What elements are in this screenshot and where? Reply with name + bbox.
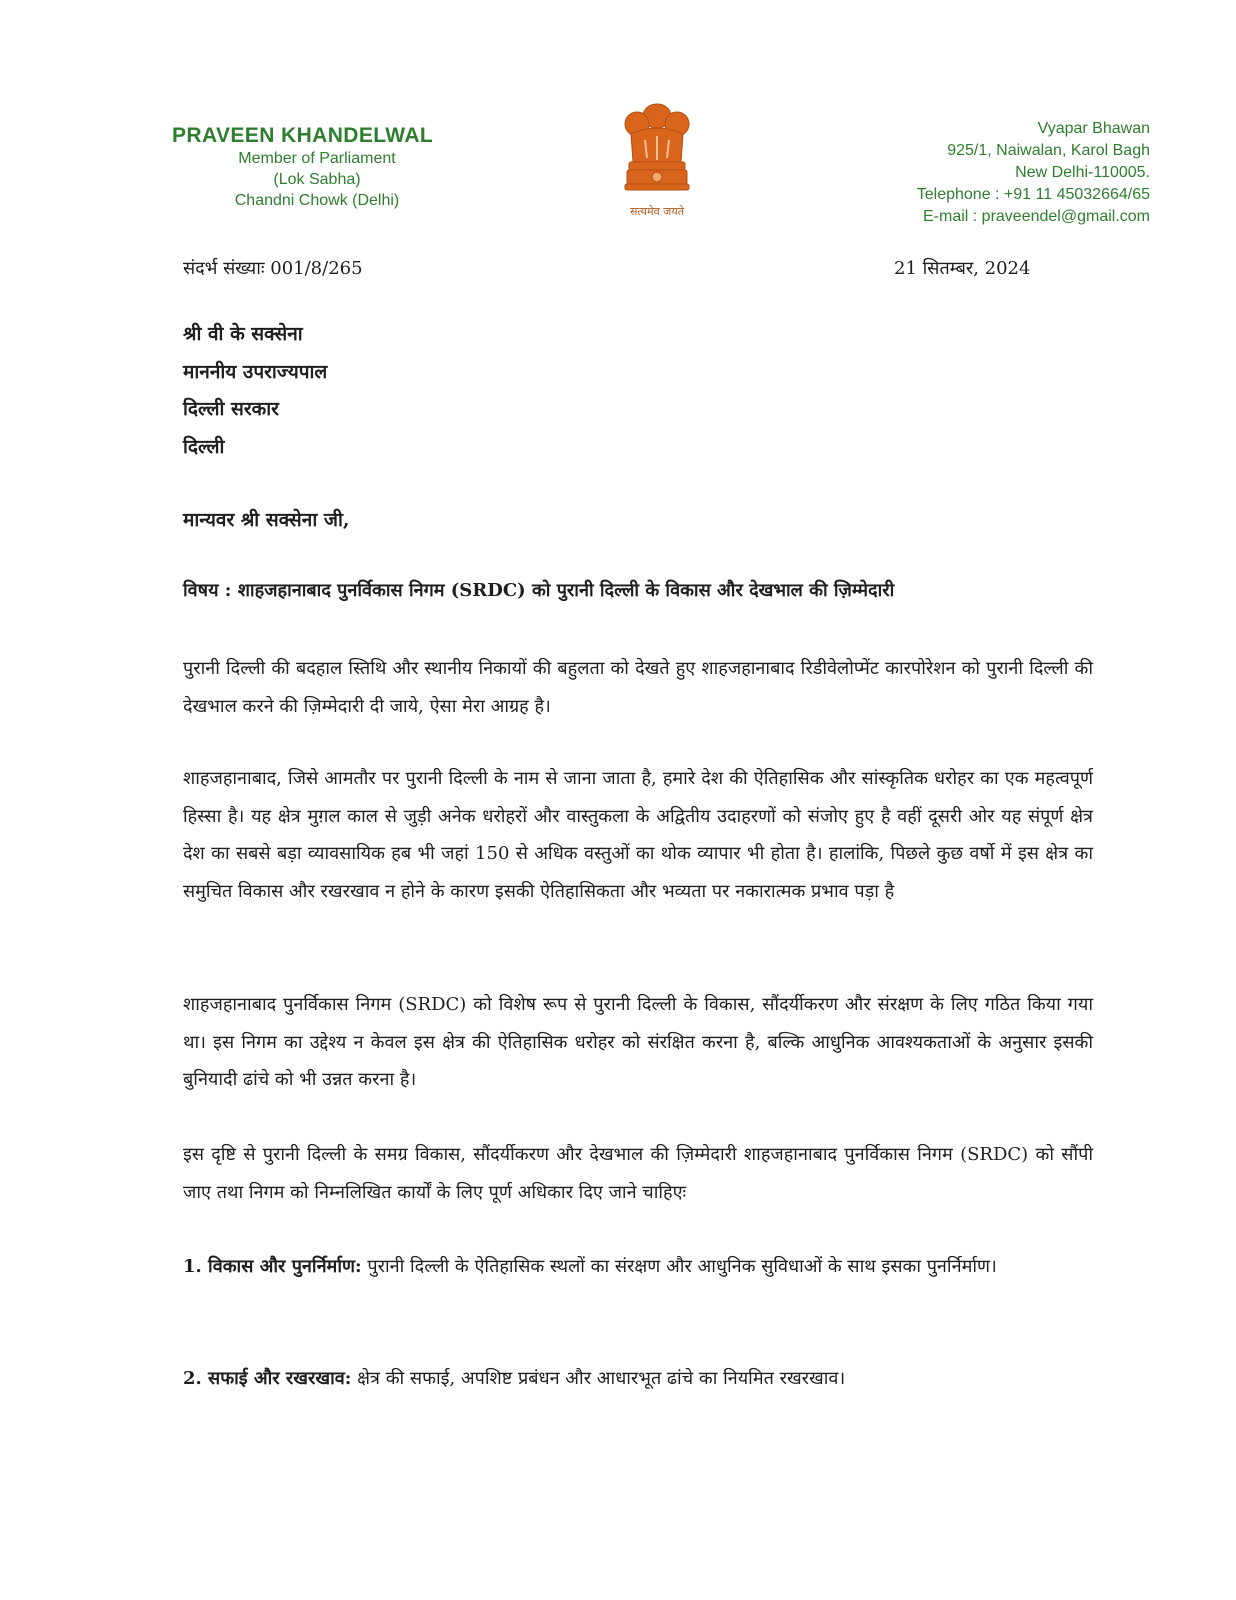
email: E-mail : praveendel@gmail.com — [923, 208, 1150, 225]
subject-line: विषय : शाहजहानाबाद पुनर्विकास निगम (SRDC) को पुरानी दिल्ली के विकास और देखभाल की ज़िम्मेदारी — [183, 580, 895, 601]
emblem-motto: सत्यमेव जयते — [629, 205, 684, 218]
recipient-block — [183, 316, 327, 466]
address-line-2: 925/1, Naiwalan, Karol Bagh — [947, 142, 1150, 159]
paragraph-3: शाहजहानाबाद पुनर्विकास निगम (SRDC) को विशेष रूप से पुरानी दिल्ली के विकास, सौंदर्यीकरण और संरक्षण के लिए गठित किया गया था। इस निगम का उद्देश्य न केवल इस क्षेत्र की ऐतिहासिक धरोहर को संरक्षित करना है, बल्कि आधुनिक आवश्यकताओं के अनुसार इसकी बुनियादी ढांचे को भी उन्नत करना है। — [183, 994, 1093, 1090]
letter-date: 21 सितम्बर, 2024 — [894, 258, 1031, 279]
telephone: Telephone : +91 11 45032664/65 — [916, 186, 1150, 203]
recipient-office: दिल्ली सरकार — [183, 398, 279, 420]
point-1-label: 1. विकास और पुनर्निर्माण: — [183, 1256, 362, 1277]
recipient-city: दिल्ली — [183, 435, 225, 458]
sender-house: (Lok Sabha) — [273, 171, 361, 188]
national-emblem — [612, 100, 702, 219]
point-2 — [183, 1360, 1093, 1398]
reference-number: संदर्भ संख्याः 001/8/265 — [183, 258, 363, 279]
point-2-text: क्षेत्र की सफाई, अपशिष्ट प्रबंधन और आधारभूत ढांचे का नियमित रखरखाव। — [351, 1368, 846, 1389]
point-1 — [183, 1248, 1093, 1286]
paragraph-2: शाहजहानाबाद, जिसे आमतौर पर पुरानी दिल्ली के नाम से जाना जाता है, हमारे देश की ऐतिहासिक और सांस्कृतिक धरोहर का एक महत्वपूर्ण हिस्सा है। यह क्षेत्र मुग़ल काल से जुड़ी अनेक धरोहरों और वास्तुकला के अद्वितीय उदाहरणों को संजोए हुए है वहीं दूसरी ओर यह संपूर्ण क्षेत्र देश का सबसे बड़ा व्यावसायिक हब भी जहां 150 से अधिक वस्तुओं का थोक व्यापार भी होता है। हालांकि, पिछले कुछ वर्षो में इस क्षेत्र का समुचित विकास और रखरखाव न होने के कारण इसकी ऐतिहासिकता और भव्यता पर नकारात्मक प्रभाव पड़ा है — [183, 768, 1093, 902]
letterhead-sender — [172, 124, 462, 211]
paragraph-1: पुरानी दिल्ली की बदहाल स्तिथि और स्थानीय निकायों की बहुलता को देखते हुए शाहजहानाबाद रिडीवेलोप्मेंट कारपोरेशन को पुरानी दिल्ली की देखभाल करने की ज़िम्मेदारी दी जाये, ऐसा मेरा आग्रह है। — [183, 658, 1093, 717]
lion-capital-icon — [615, 100, 699, 200]
point-1-text: पुरानी दिल्ली के ऐतिहासिक स्थलों का संरक्षण और आधुनिक सुविधाओं के साथ इसका पुनर्निर्माण। — [361, 1256, 997, 1277]
recipient-name: श्री वी के सक्सेना — [183, 323, 303, 345]
sender-name: PRAVEEN KHANDELWAL — [172, 124, 434, 147]
address-line-3: New Delhi-110005. — [1015, 164, 1150, 181]
sender-designation: Member of Parliament — [238, 150, 396, 167]
sender-constituency: Chandni Chowk (Delhi) — [234, 192, 400, 209]
paragraph-4: इस दृष्टि से पुरानी दिल्ली के समग्र विकास, सौंदर्यीकरण और देखभाल की ज़िम्मेदारी शाहजहानाबाद पुनर्विकास निगम (SRDC) को सौंपी जाए तथा निगम को निम्नलिखित कार्यों के लिए पूर्ण अधिकार दिए जाने चाहिएः — [183, 1144, 1093, 1203]
salutation: मान्यवर श्री सक्सेना जी, — [183, 509, 350, 531]
recipient-title: माननीय उपराज्यपाल — [183, 360, 328, 383]
point-2-label: 2. सफाई और रखरखाव: — [183, 1368, 352, 1389]
letterhead-address — [917, 118, 1150, 228]
address-line-1: Vyapar Bhawan — [1037, 120, 1150, 137]
